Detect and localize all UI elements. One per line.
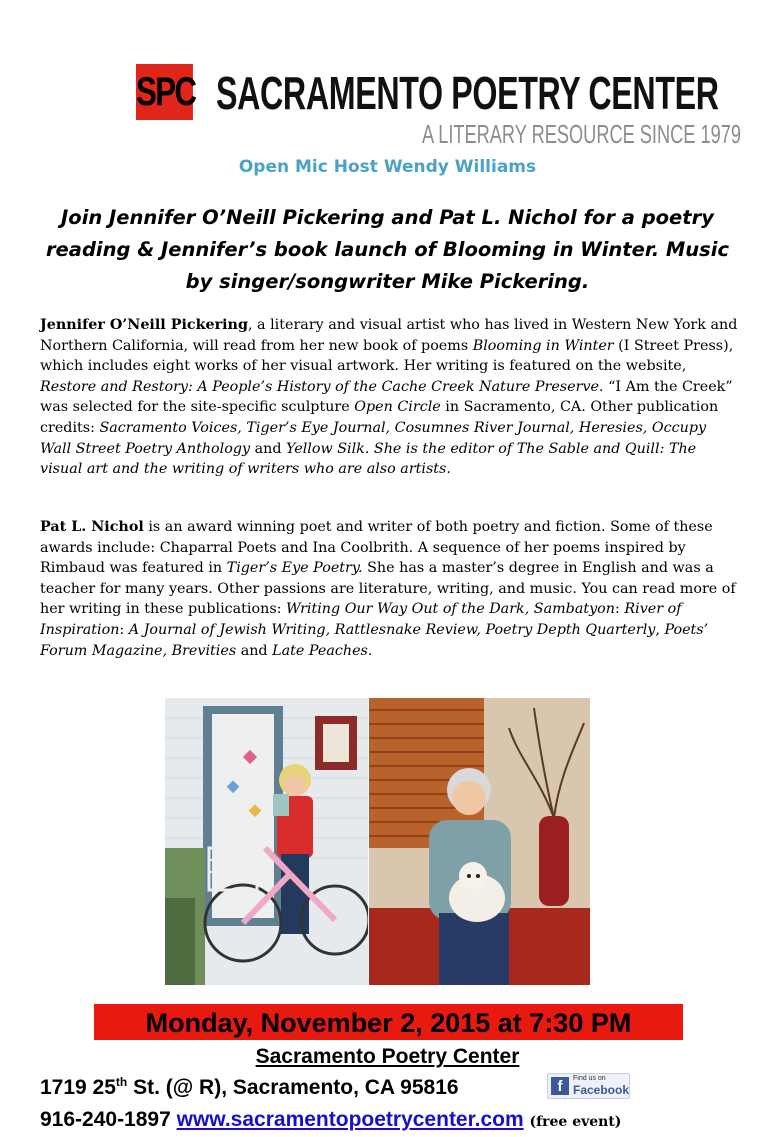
photo-pat-with-dog [369, 698, 590, 985]
venue-name: Sacramento Poetry Center [255, 1045, 520, 1068]
event-headline [40, 202, 735, 298]
bio-name: Jennifer O’Neill Pickering [40, 317, 248, 333]
photo-pat-illustration [369, 698, 590, 985]
facebook-name: Facebook [573, 1083, 630, 1097]
bio-text: : [119, 621, 129, 638]
address-superscript: th [115, 1075, 128, 1089]
bio-publication: Poets’ Forum Magazine, Brevities [40, 621, 709, 659]
spc-logo [136, 64, 741, 154]
bio-publication: Late Peaches [272, 642, 368, 659]
bio-publication: A Journal of Jewish Writing, Rattlesnake Review, Poetry Depth Quarterly [128, 621, 656, 638]
venue-address [40, 1075, 459, 1100]
address-text-2: St. (@ R), Sacramento, CA 95816 [127, 1076, 459, 1099]
bio-text: . [367, 642, 373, 659]
facebook-badge[interactable] [547, 1073, 630, 1099]
logo-abbr: SPC [136, 64, 193, 120]
website-link[interactable]: www.sacramentopoetrycenter.com [176, 1108, 524, 1131]
author-photos [165, 698, 590, 985]
bio-website-title: Restore and Restory: A People’s History of the Cache Creek Nature Preserve [40, 378, 599, 395]
facebook-find-us: Find us on [573, 1075, 606, 1082]
bio-book-title: Blooming in Winter [472, 337, 614, 354]
bio-journal-title: Tiger’s Eye Poetry. [226, 560, 363, 577]
bio-text: She has a master’s degree in English and was a teacher for many years. Other passions are literature, writing, and music. You can read more of her writing in these publications: [40, 560, 736, 618]
bio-text: : [614, 601, 625, 618]
headline-text: Join Jennifer O’Neill Pickering and Pat L. Nichol for a poetry reading & Jennifer’s book launch of [45, 206, 714, 261]
bio-sculpture-title: Open Circle [354, 399, 441, 416]
org-name: SACRAMENTO POETRY CENTER [216, 67, 719, 119]
contact-line [40, 1108, 621, 1132]
bio-text: and [250, 440, 287, 457]
bio-credits: Sacramento Voices, Tiger’s Eye Journal, Cosumnes River Journal, Heresies, Occupy Wall Street Poetry Anthology [40, 419, 707, 457]
open-mic-host: Open Mic Host Wendy Williams [238, 157, 537, 177]
bio-name: Pat L. Nichol [40, 519, 144, 535]
bio-publication: River of Inspiration [40, 601, 682, 638]
bio-text: . “I Am the Creek” was selected for the site-specific sculpture [40, 378, 733, 416]
event-date-banner: Monday, November 2, 2015 at 7:30 PM [94, 1004, 683, 1040]
bio-text: (I Street Press), which includes eight works of her visual artwork. Her writing is featured on the website, [40, 337, 734, 375]
photo-jennifer-illustration [165, 698, 368, 985]
address-text: 1719 25 [40, 1076, 116, 1099]
phone-number: 916-240-1897 [40, 1108, 171, 1131]
bio-jennifer [40, 315, 740, 480]
bio-pat [40, 517, 740, 661]
bio-text: , a literary and visual artist who has lived in Western New York and Northern California, will read from her new book of poems [40, 317, 738, 354]
bio-credits-end: Yellow Silk. She is the editor of The Sable and Quill: The visual art and the writing of writers who are also artists. [40, 440, 697, 478]
photo-jennifer-bicycle [165, 698, 368, 985]
headline-book-title: Blooming in Winter. [442, 238, 660, 261]
headline-text-2: Music by singer/songwriter Mike Pickering. [185, 238, 730, 293]
bio-text: , [655, 621, 665, 638]
facebook-icon: f [551, 1077, 569, 1095]
bio-text: in Sacramento, CA. Other publication credits: [40, 399, 719, 436]
free-event-note: (free event) [529, 1114, 622, 1130]
bio-publication: Writing Our Way Out of the Dark, Sambatyon [286, 601, 615, 618]
bio-text: and [236, 642, 273, 659]
bio-text: is an award winning poet and writer of both poetry and fiction. Some of these awards include: Chaparral Poets and Ina Coolbrith. A sequence of her poems inspired by Rimbaud was featured in [40, 519, 713, 577]
org-tagline: A LITERARY RESOURCE SINCE 1979 [422, 119, 741, 149]
